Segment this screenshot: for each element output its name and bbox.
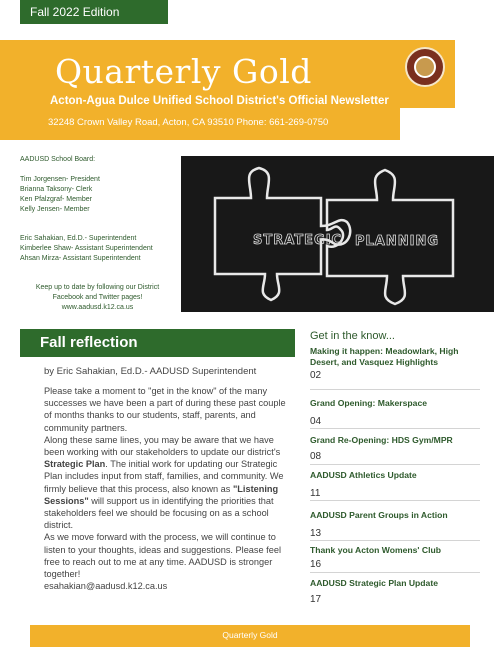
district-seal-logo: [405, 47, 445, 87]
board-member: Ken Pfalzgraf- Member: [20, 196, 92, 203]
toc-item-label: Grand Re-Opening: HDS Gym/MPR: [310, 435, 453, 445]
district-address: 32248 Crown Valley Road, Acton, CA 93510 Phone: 661-269-0750: [48, 117, 329, 128]
strategic-planning-puzzle-image: [181, 156, 494, 312]
toc-item-label: Thank you Acton Womens' Club: [310, 545, 441, 555]
toc-item[interactable]: [310, 578, 480, 605]
article-heading: Fall reflection: [20, 329, 295, 357]
toc-divider: [310, 389, 480, 390]
article-byline: by Eric Sahakian, Ed.D.- AADUSD Superintendent: [44, 366, 257, 377]
toc-title: Get in the know...: [310, 330, 395, 342]
toc-item-page: 02: [310, 370, 322, 381]
toc-divider: [310, 572, 480, 573]
toc-item-label: AADUSD Strategic Plan Update: [310, 578, 438, 588]
toc-item[interactable]: [310, 470, 480, 499]
school-board-list: [20, 155, 153, 264]
toc-item-label: AADUSD Athletics Update: [310, 470, 417, 480]
toc-item[interactable]: [310, 510, 480, 539]
article-paragraph: Along these same lines, you may be aware that we have been working with our stakeholders to update our district's Strategic Plan. The initial work for updating our Strategic Plan includes input from staff, families, and community. We firmly believe that this process, also known as "Listening Sessions" will support us in identifying the priorities that stakeholders feel we should be focusing on as a school district.: [44, 434, 284, 531]
toc-item-label: Making it happen: Meadowlark, High Desert, and Vasquez Highlights: [310, 346, 459, 367]
toc-item-page: 13: [310, 528, 322, 539]
social-follow-note: Keep up to date by following our District Facebook and Twitter pages! www.aadusd.k12.ca.us: [35, 284, 160, 311]
board-heading: AADUSD School Board:: [20, 156, 96, 163]
footer-bar: Quarterly Gold: [30, 625, 470, 647]
superintendent-email[interactable]: esahakian@aadusd.k12.ca.us: [44, 581, 168, 592]
toc-item[interactable]: [310, 346, 480, 381]
toc-item-page: 04: [310, 416, 322, 427]
staff-member: Kimberlee Shaw- Assistant Superintendent: [20, 245, 153, 252]
board-member: Tim Jorgensen- President: [20, 176, 100, 183]
toc-item-page: 16: [310, 559, 322, 570]
toc-divider: [310, 500, 480, 501]
puzzle-graphic: [181, 156, 494, 312]
puzzle-word-strategic: STRATEGIC: [253, 233, 343, 248]
board-member: Kelly Jensen- Member: [20, 206, 90, 213]
toc-item-page: 17: [310, 594, 322, 605]
toc-item-page: 08: [310, 451, 322, 462]
newsletter-subtitle: Acton-Agua Dulce Unified School District's Official Newsletter: [50, 95, 389, 107]
edition-label: Fall 2022 Edition: [20, 0, 168, 24]
article-body: [44, 385, 292, 592]
toc-item-label: Grand Opening: Makerspace: [310, 398, 428, 408]
toc-item[interactable]: [310, 398, 480, 427]
toc-item[interactable]: [310, 545, 480, 570]
toc-divider: [310, 464, 480, 465]
listening-sessions-emphasis: "Listening Sessions": [44, 483, 279, 506]
toc-divider: [310, 540, 480, 541]
article-paragraph: Please take a moment to "get in the know" of the many successes we have been a part of during these past couple of months thanks to our students, staff, parents, and community partners.: [44, 386, 286, 433]
toc-divider: [310, 428, 480, 429]
staff-member: Ahsan Mirza- Assistant Superintendent: [20, 255, 141, 262]
toc-item[interactable]: [310, 435, 480, 462]
article-paragraph: As we move forward with the process, we will continue to listen to your thoughts, ideas and suggestions. Please feel free to reach out to me at any time. AADUSD is stronger together!: [44, 532, 281, 580]
board-member: Brianna Taksony- Clerk: [20, 186, 93, 193]
staff-member: Eric Sahakian, Ed.D.- Superintendent: [20, 235, 137, 242]
puzzle-word-planning: PLANNING: [355, 234, 440, 249]
toc-item-label: AADUSD Parent Groups in Action: [310, 510, 448, 520]
strategic-plan-emphasis: Strategic Plan: [44, 459, 106, 470]
toc-item-page: 11: [310, 488, 321, 499]
newsletter-title: Quarterly Gold: [55, 52, 312, 91]
